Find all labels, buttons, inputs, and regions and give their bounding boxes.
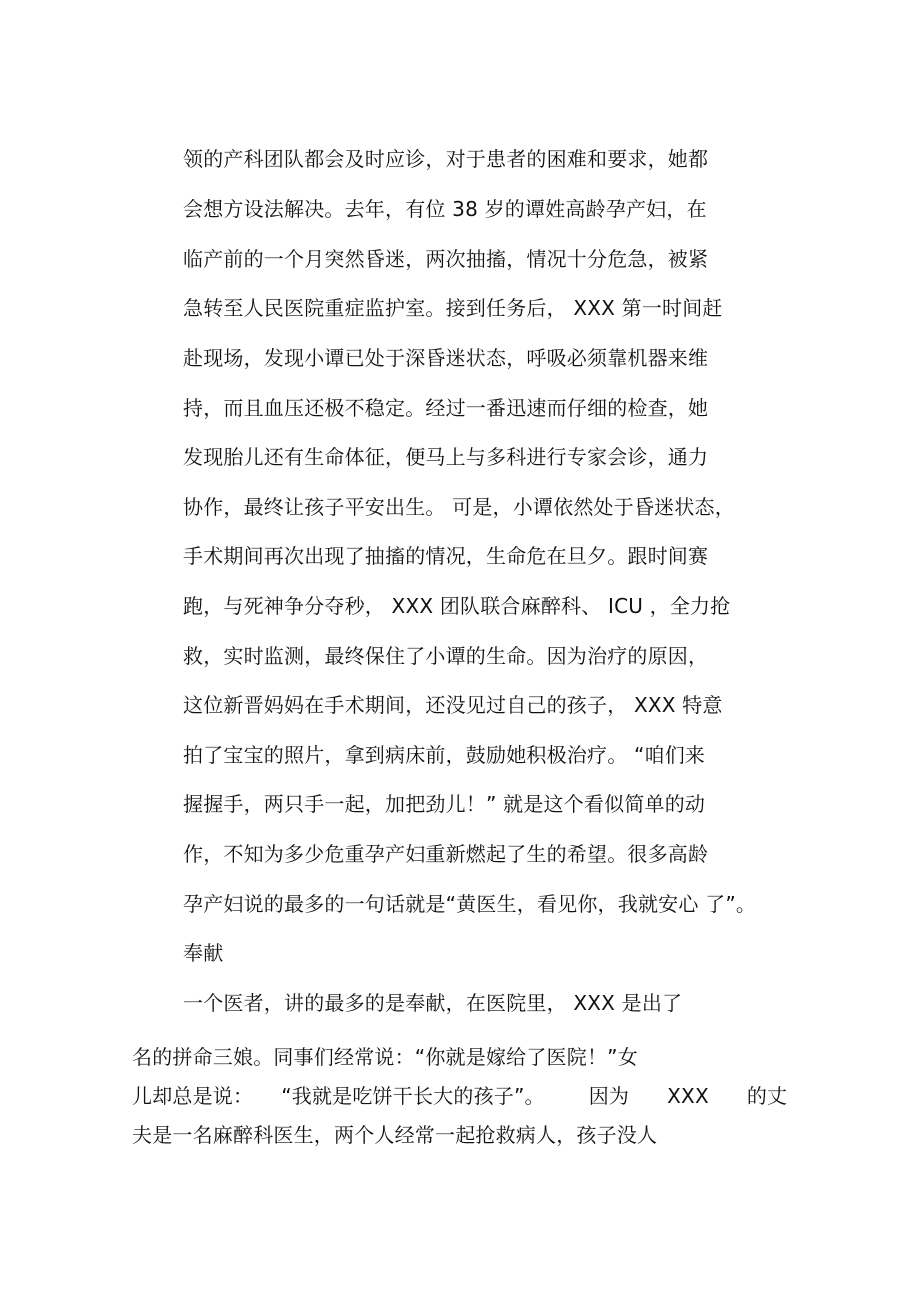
paragraph-line: 握握手，两只手一起，加把劲儿！” 就是这个看似简单的动 <box>183 792 706 816</box>
paragraph-line-justified <box>132 1083 787 1109</box>
paragraph-line: 救，实时监测，最终保住了小谭的生命。因为治疗的原因， <box>183 644 709 668</box>
paragraph-line: 跑，与死神争分夺秒， XXX 团队联合麻醉科、 ICU ，全力抢 <box>183 594 731 618</box>
paragraph-line: 名的拼命三娘。同事们经常说：“你就是嫁给了医院！”女 <box>132 1045 638 1069</box>
paragraph-line: 夫是一名麻醉科医生，两个人经常一起抢救病人，孩子没人 <box>132 1123 658 1147</box>
paragraph-line: 急转至人民医院重症监护室。接到任务后， XXX 第一时间赶 <box>183 296 723 320</box>
paragraph-line: 持，而且血压还极不稳定。经过一番迅速而仔细的检查，她 <box>183 396 709 420</box>
paragraph-line: 孕产妇说的最多的一句话就是“黄医生，看见你，我就安心 了”。 <box>183 892 757 916</box>
paragraph-line: 手术期间再次出现了抽搐的情况，生命危在旦夕。跟时间赛 <box>183 544 709 568</box>
text-segment: 儿却总是说： <box>132 1084 254 1108</box>
text-segment: 因为 <box>588 1084 630 1108</box>
text-segment: 的丈 <box>746 1084 788 1108</box>
text-segment: XXX <box>667 1084 709 1108</box>
paragraph-line: 领的产科团队都会及时应诊，对于患者的困难和要求，她都 <box>183 147 709 171</box>
paragraph-line: 这位新晋妈妈在手术期间，还没见过自己的孩子， XXX 特意 <box>183 693 723 717</box>
paragraph-line: 拍了宝宝的照片，拿到病床前，鼓励她积极治疗。 “咱们来 <box>183 743 706 767</box>
paragraph-line: 协作，最终让孩子平安出生。 可是，小谭依然处于昏迷状态， <box>183 495 735 519</box>
paragraph-line: 临产前的一个月突然昏迷，两次抽搐，情况十分危急，被紧 <box>183 247 709 271</box>
section-heading: 奉献 <box>183 941 224 965</box>
paragraph-line: 赴现场，发现小谭已处于深昏迷状态，呼吸必须靠机器来维 <box>183 346 709 370</box>
paragraph-line: 一个医者，讲的最多的是奉献，在医院里， XXX 是出了 <box>183 991 683 1015</box>
paragraph-line: 会想方设法解决。去年，有位 38 岁的谭姓高龄孕产妇，在 <box>183 197 707 221</box>
paragraph-line: 作，不知为多少危重孕产妇重新燃起了生的希望。很多高龄 <box>183 842 709 866</box>
text-segment: “我就是吃饼干长大的孩子”。 <box>281 1084 545 1108</box>
paragraph-line: 发现胎儿还有生命体征，便马上与多科进行专家会诊，通力 <box>183 445 709 469</box>
